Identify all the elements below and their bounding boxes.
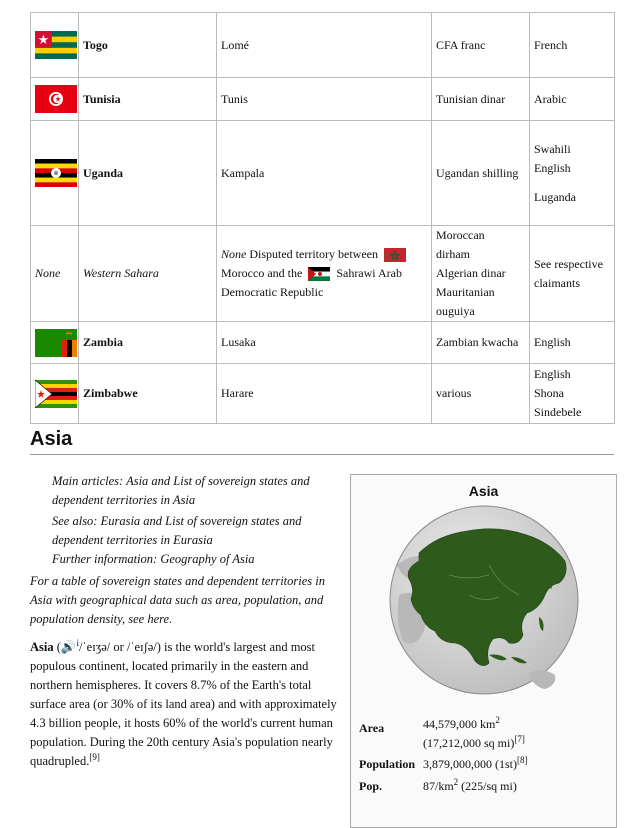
currency[interactable]: various: [432, 364, 530, 424]
hatnote-further-information[interactable]: Further information: Geography of Asia: [52, 552, 255, 566]
lead-body: ) is the world's largest and most populous continent, located primarily in the eastern and northern hemispheres. It covers 8.7% of the Earth's total surface area (or 30% of its land area) and with approximately 4.3 billion people, it hosts 60% of the world's current human population. During the 20th century Asia's population nearly quadrupled.: [30, 640, 337, 768]
currency-line[interactable]: Moroccan: [436, 228, 485, 242]
table-row: [31, 121, 615, 226]
language[interactable]: English: [534, 160, 571, 175]
language[interactable]: Luganda: [534, 189, 576, 204]
area-label: Area: [359, 721, 385, 735]
heading-divider: [30, 454, 614, 455]
zambia-flag-icon: [35, 329, 77, 357]
table-row: [31, 364, 615, 424]
infobox-title: Asia: [468, 483, 499, 499]
country-name[interactable]: Zambia: [79, 322, 217, 364]
pronunciation-1[interactable]: /ˈeɪʒə/: [79, 640, 111, 654]
currency: [432, 226, 530, 322]
speaker-icon[interactable]: 🔊: [60, 640, 77, 654]
currency-line[interactable]: ouguiya: [436, 304, 475, 318]
currency[interactable]: Ugandan shilling: [432, 121, 530, 226]
language[interactable]: English: [530, 322, 615, 364]
flag-cell: [31, 322, 79, 364]
citation-link[interactable]: [8]: [517, 755, 528, 765]
disputed-text[interactable]: Disputed territory between: [249, 247, 378, 261]
currency-line[interactable]: Mauritanian: [436, 285, 495, 299]
density-value: $87/km^2$ (225/sq mi): [423, 777, 517, 793]
flag-cell: [31, 364, 79, 424]
capital[interactable]: Kampala: [217, 121, 432, 226]
capital[interactable]: Harare: [217, 364, 432, 424]
countries-table: [30, 12, 615, 424]
country-name[interactable]: Uganda: [79, 121, 217, 226]
lead-term: Asia: [30, 640, 54, 654]
languages: [530, 364, 615, 424]
language[interactable]: Arabic: [530, 78, 615, 121]
languages: [530, 121, 615, 226]
hatnote-see-also[interactable]: See also: Eurasia and List of sovereign states and dependent territories in Eurasia: [52, 514, 302, 547]
language[interactable]: Swahili: [534, 141, 571, 156]
language[interactable]: Shona: [534, 386, 564, 400]
disputed-text[interactable]: Sahrawi Arab Democratic Republic: [221, 266, 402, 299]
language[interactable]: French: [530, 13, 615, 78]
table-row: [31, 322, 615, 364]
pronunciation-2[interactable]: /ˈeɪʃə/: [126, 640, 157, 654]
currency-line[interactable]: Algerian dinar: [436, 266, 506, 280]
density-label: Pop.: [359, 779, 383, 793]
hatnote-main-articles[interactable]: Main articles: Asia and List of sovereign states and dependent territories in Asia: [52, 474, 310, 507]
togo-flag-icon: [35, 31, 77, 59]
citation-link[interactable]: [9]: [89, 751, 100, 762]
pron-info-link[interactable]: i: [76, 637, 80, 648]
language[interactable]: Sindebele: [534, 405, 582, 419]
language[interactable]: English: [534, 367, 571, 381]
lead-paragraph: Asia (🔊$^i$/ˈeɪʒə/ or /ˈeɪʃə/) is the world's largest and most populous continent, located primarily in the eastern and northern hemispheres. It covers 8.7% of the Earth's total surface area (or 30% of its land area) and with approximately 4.3 billion people, it hosts 60% of the world's current human population. During the 20th century Asia's population nearly quadrupled.[9]: [30, 637, 337, 768]
table-row: [31, 78, 615, 121]
population-value: 3,879,000,000 (1st)[8]: [423, 755, 528, 771]
flag-cell: [31, 13, 79, 78]
country-name[interactable]: Zimbabwe: [79, 364, 217, 424]
capital-none: None: [221, 247, 247, 261]
currency-line[interactable]: dirham: [436, 247, 470, 261]
intro-note[interactable]: For a table of sovereign states and dependent territories in Asia with geographical data such as area, population, and population density, see here.: [30, 574, 325, 626]
currency[interactable]: Tunisian dinar: [432, 78, 530, 121]
asia-globe-map[interactable]: [389, 505, 579, 695]
citation-link[interactable]: [7]: [514, 734, 525, 744]
sahrawi-flag-icon: [308, 267, 330, 281]
country-name[interactable]: Togo: [79, 13, 217, 78]
area-value: 44,579,000 $km^2$ (17,212,000 sq mi)[7]: [423, 715, 525, 750]
pron-or: or: [113, 640, 124, 654]
infobox: [350, 474, 617, 828]
morocco-flag-icon: [384, 248, 406, 262]
capital[interactable]: Lusaka: [217, 322, 432, 364]
uganda-flag-icon: [35, 159, 77, 187]
country-name[interactable]: Tunisia: [79, 78, 217, 121]
capital[interactable]: Lomé: [217, 13, 432, 78]
section-heading: Asia: [30, 428, 73, 450]
flag-none-text: None: [31, 226, 79, 322]
tunisia-flag-icon: [35, 85, 77, 113]
languages[interactable]: See respective claimants: [530, 226, 615, 322]
zimbabwe-flag-icon: [35, 380, 77, 408]
country-name[interactable]: Western Sahara: [79, 226, 217, 322]
flag-cell: [31, 121, 79, 226]
currency[interactable]: Zambian kwacha: [432, 322, 530, 364]
table-row: [31, 226, 615, 322]
currency[interactable]: CFA franc: [432, 13, 530, 78]
disputed-text[interactable]: Morocco and the: [221, 266, 303, 280]
flag-cell: [31, 78, 79, 121]
capital: [217, 226, 432, 322]
table-row: [31, 13, 615, 78]
capital[interactable]: Tunis: [217, 78, 432, 121]
population-label: Population: [359, 757, 416, 771]
